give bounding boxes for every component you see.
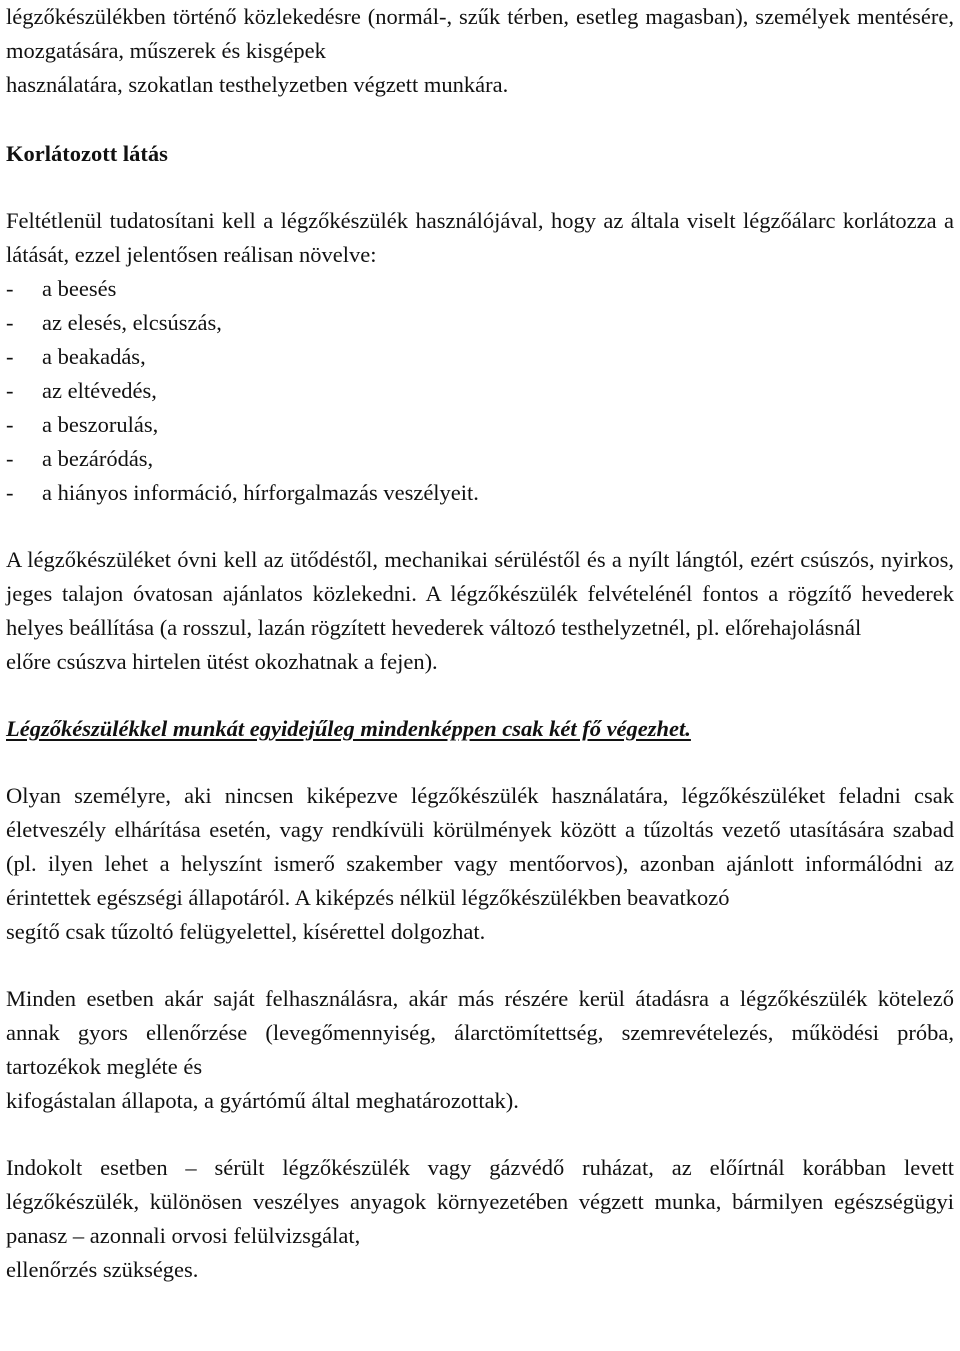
dash-marker: - [6,378,14,403]
section-heading: Korlátozott látás [6,141,168,166]
check-paragraph-end: kifogástalan állapota, a gyártómű által meghatározottak). [6,1088,519,1113]
list-item: - az elesés, elcsúszás, [6,306,954,340]
intro-fragment [6,0,954,68]
protection-paragraph-end: előre csúszva hirtelen ütést okozhatnak a fejen). [6,649,438,674]
list-item: - a hiányos információ, hírforgalmazás veszélyeit. [6,476,954,510]
check-paragraph: Minden esetben akár saját felhasználásra, akár más részére kerül átadásra a légzőkészülék kötelező annak gyors ellenőrzése (levegőmennyiség, álarctömítettség, szemrevételezés, működési próba, tartozékok megléte és [6,986,954,1079]
dash-marker: - [6,310,14,335]
dash-marker: - [6,446,14,471]
list-item: - az eltévedés, [6,374,954,408]
dash-marker: - [6,276,14,301]
vision-paragraph: Feltétlenül tudatosítani kell a légzőkészülék használójával, hogy az általa viselt légzőálarc korlátozza a látását, ezzel jelentősen reálisan növelve: [6,208,954,267]
handover-paragraph: Olyan személyre, aki nincsen kiképezve légzőkészülék használatára, légzőkészüléket feladni csak életveszély elhárítása esetén, vagy rendkívüli körülmények között a tűzoltás vezető utasítására szabad (pl. ilyen lehet a helyszínt ismerő szakember vagy mentőorvos), azonban ajánlott informálódni az érintettek egészségi állapotáról. A kiképzés nélkül légzőkészülékben beavatkozó [6,783,954,910]
dash-marker: - [6,344,14,369]
protection-paragraph: A légzőkészüléket óvni kell az ütődéstől, mechanikai sérüléstől és a nyílt lángtól, ezért csúszós, nyirkos, jeges talajon óvatosan ajánlatos közlekedni. A légzőkészülék felvételénél fontos a rögzítő hevederek helyes beállítása (a rosszul, lazán rögzített hevederek változó testhelyzetnél, pl. előrehajolásnál [6,547,954,640]
handover-paragraph-end: segítő csak tűzoltó felügyelettel, kísérettel dolgozhat. [6,919,486,944]
dash-marker: - [6,480,14,505]
emphasis-rule: Légzőkészülékkel munkát egyidejűleg mindenképpen csak két fő végezhet. [6,716,691,741]
intro-fragment-line2: használatára, szokatlan testhelyzetben végzett munkára. [6,72,509,97]
list-item: - a beszorulás, [6,408,954,442]
medical-paragraph-end: ellenőrzés szükséges. [6,1257,199,1282]
dash-marker: - [6,412,14,437]
medical-paragraph: Indokolt esetben – sérült légzőkészülék vagy gázvédő ruházat, az előírtnál korábban levett légzőkészülék, különösen veszélyes anyagok környezetében végzett munka, bármilyen egészségügyi panasz – azonnali orvosi felülvizsgálat, [6,1155,954,1248]
risk-list [6,272,954,510]
list-item: - a beesés [6,272,954,306]
list-item: - a beakadás, [6,340,954,374]
list-item: - a bezáródás, [6,442,954,476]
intro-fragment-end [6,68,954,102]
intro-fragment-line1: légzőkészülékben történő közlekedésre (normál-, szűk térben, esetleg magasban), személyek mentésére, mozgatására, műszerek és kisgépek [6,4,954,63]
